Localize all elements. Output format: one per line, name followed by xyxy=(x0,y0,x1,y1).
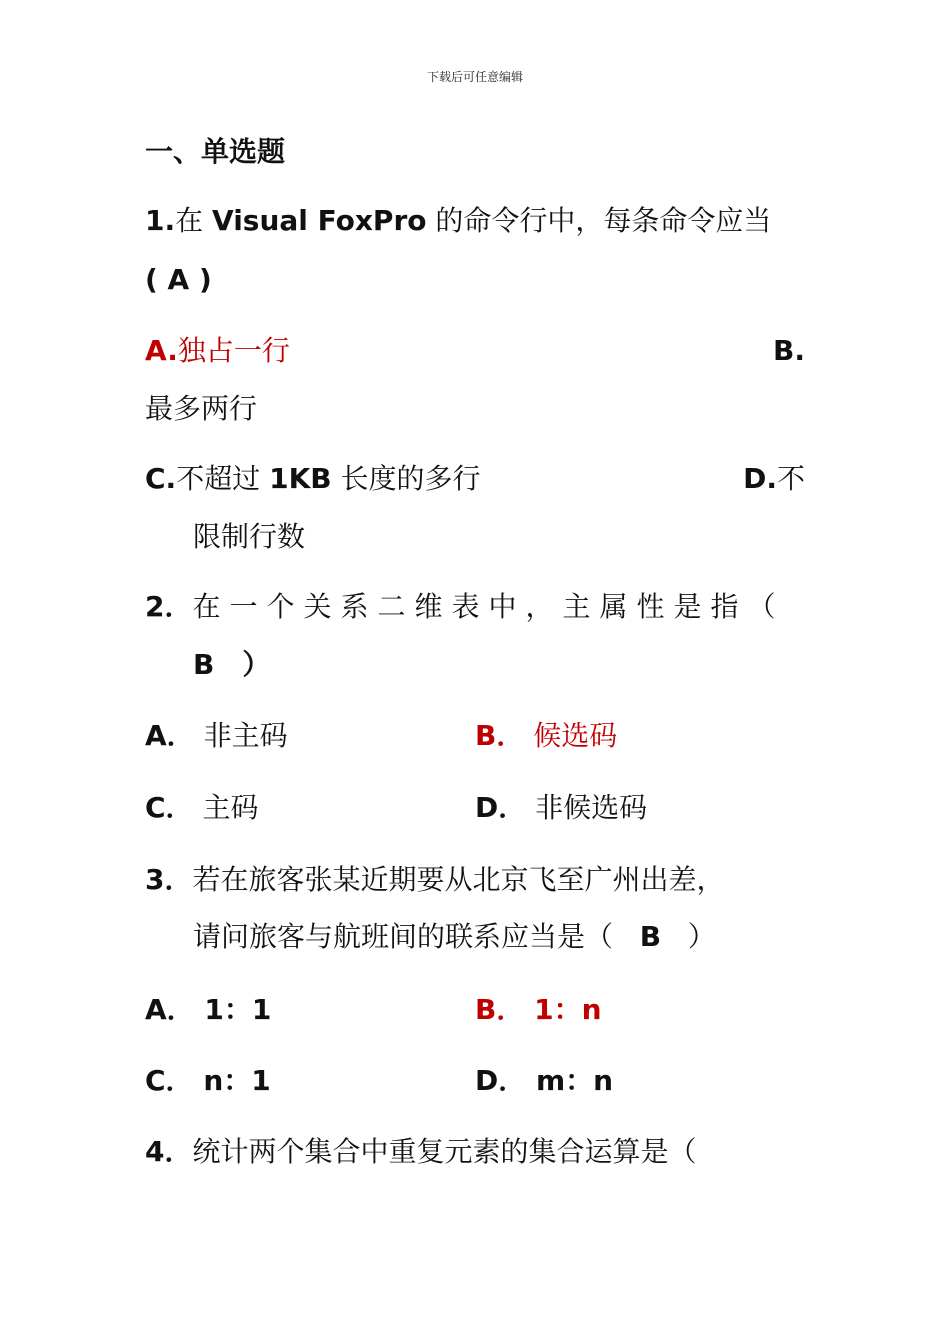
question-4-stem: 统计两个集合中重复元素的集合运算是（ xyxy=(192,1135,697,1168)
question-1-option-d-head xyxy=(743,461,805,497)
option-d-label: D. xyxy=(743,462,777,495)
question-3-close: ） xyxy=(687,920,716,953)
option-c-text: 主码 xyxy=(202,791,259,824)
option-a-label: A． xyxy=(145,993,195,1026)
question-2-number: 2． xyxy=(145,590,193,623)
option-d-text-first: 不 xyxy=(776,462,805,495)
question-2-text xyxy=(145,589,785,625)
option-a-text: 1：1 xyxy=(204,993,272,1026)
question-2-option-d xyxy=(475,790,647,826)
option-c-label: C. xyxy=(145,462,177,495)
option-a-text: 独占一行 xyxy=(177,334,290,367)
question-4-number: 4． xyxy=(145,1135,193,1168)
option-d-label: D． xyxy=(475,791,527,824)
option-b-text: 1：n xyxy=(534,993,602,1026)
option-b-text: 候选码 xyxy=(533,719,618,752)
question-1-text-bold: Visual FoxPro xyxy=(212,204,427,237)
question-3-stem-2: 请问旅客与航班间的联系应当是（ xyxy=(193,920,614,953)
question-1-text-post: 的命令行中，每条命令应当 xyxy=(426,204,772,237)
question-3-option-c xyxy=(145,1063,271,1099)
option-c-text: n：1 xyxy=(203,1064,271,1097)
question-1-option-b-label: B. xyxy=(773,334,805,367)
question-3-option-a xyxy=(145,992,271,1028)
question-1-option-d-rest: 限制行数 xyxy=(193,520,306,553)
question-2-option-b xyxy=(475,718,617,754)
option-c-label: C． xyxy=(145,1064,194,1097)
question-4-text xyxy=(145,1134,697,1170)
option-a-text: 非主码 xyxy=(203,719,288,752)
option-d-text: 非候选码 xyxy=(535,791,648,824)
option-c-pre: 不超过 xyxy=(176,462,270,495)
option-c-post: 长度的多行 xyxy=(331,462,481,495)
option-a-label: A. xyxy=(145,334,178,367)
question-1-number: 1. xyxy=(145,204,176,237)
question-2-option-a xyxy=(145,718,288,754)
question-3-number: 3． xyxy=(145,863,193,896)
question-1-option-c xyxy=(145,461,481,497)
option-d-label: D． xyxy=(475,1064,527,1097)
option-c-label: C． xyxy=(145,791,194,824)
question-3-option-d xyxy=(475,1063,613,1099)
question-3-line-2 xyxy=(193,919,716,955)
option-d-text: m：n xyxy=(536,1064,614,1097)
option-c-bold: 1KB xyxy=(269,462,332,495)
question-2-stem: 在一个关系二维表中，主属性是指（ xyxy=(192,590,785,623)
question-2-option-c xyxy=(145,790,258,826)
question-1-option-b-text: 最多两行 xyxy=(145,392,258,425)
question-1-text-pre: 在 xyxy=(175,204,213,237)
option-a-label: A． xyxy=(145,719,195,752)
section-title: 一、单选题 xyxy=(145,135,286,168)
question-2-answer: B ） xyxy=(193,648,271,681)
page-header: 下载后可任意编辑 xyxy=(426,70,523,84)
question-1-text xyxy=(145,203,771,239)
option-b-label: B． xyxy=(475,719,525,752)
question-1-answer: ( A ) xyxy=(145,263,212,296)
question-1-option-a xyxy=(145,333,290,369)
option-b-label: B． xyxy=(475,993,525,1026)
question-3-line-1 xyxy=(145,862,725,898)
question-3-option-b xyxy=(475,992,602,1028)
question-3-answer: B xyxy=(639,920,662,953)
question-3-stem-1: 若在旅客张某近期要从北京飞至广州出差， xyxy=(192,863,725,896)
